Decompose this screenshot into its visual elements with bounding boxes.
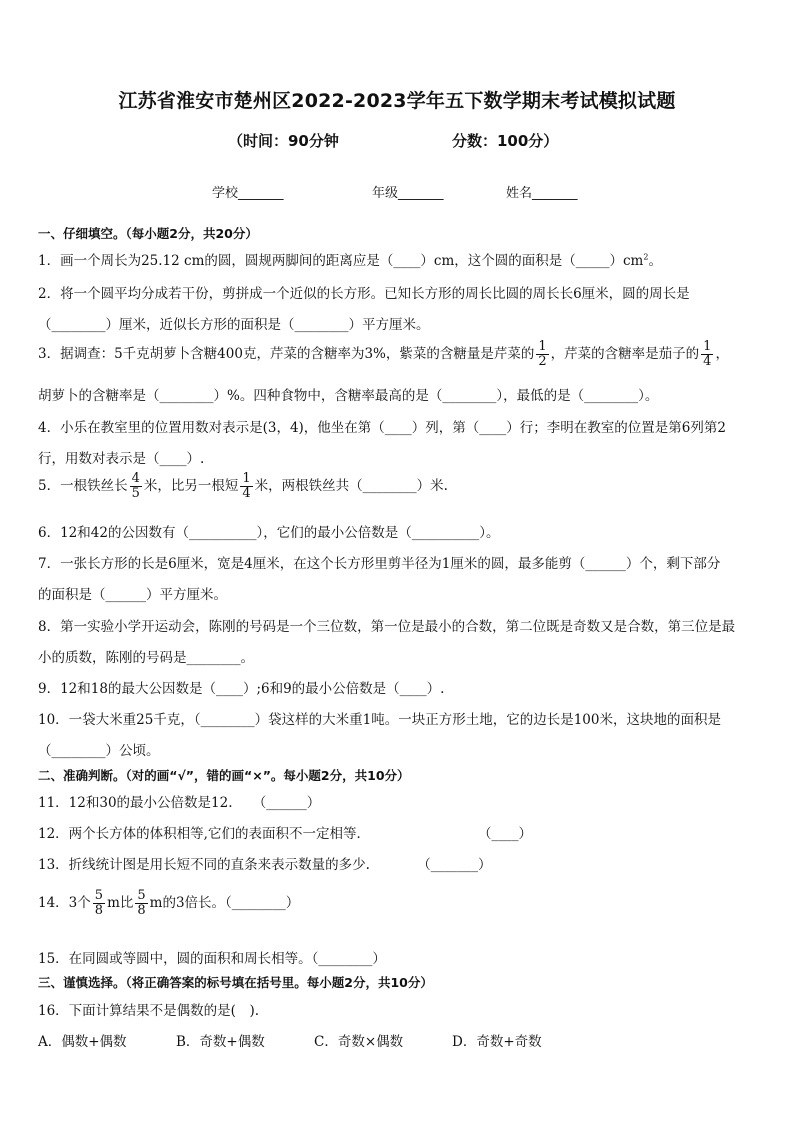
exam-time: （时间：90分钟 — [228, 132, 339, 150]
question-7-line-1: 7．一张长方形的长是6厘米，宽是4厘米，在这个长方形里剪半径为1厘米的圆，最多能剪（______）个，剩下部分 — [38, 556, 721, 572]
question-5-text: 5．一根铁丝长 — [38, 478, 128, 494]
fraction — [701, 340, 713, 369]
numerator: 5 — [137, 888, 146, 903]
numerator: 1 — [703, 339, 712, 354]
denominator: 8 — [94, 903, 104, 918]
question-12: 12．两个长方体的体积相等,它们的表面积不一定相等． （____） — [38, 826, 532, 842]
question-3-text-2: ，芹菜的含糖率是茄子的 — [550, 346, 700, 362]
question-4-line-2: 行，用数对表示是（____）. — [38, 451, 205, 467]
denominator: 5 — [131, 486, 140, 501]
denominator: 2 — [538, 354, 547, 369]
question-14-text-2: m比 — [107, 895, 134, 911]
question-4-line-1: 4．小乐在教室里的位置用数对表示是(3，4)，他坐在第（____）列，第（____）行；李明在教室的位置是第6列第2 — [38, 420, 726, 436]
school-field[interactable]: 学校_______ — [212, 186, 284, 201]
grade-field[interactable]: 年级_______ — [372, 186, 444, 201]
fraction — [536, 340, 548, 369]
question-3-line-1 — [38, 340, 729, 369]
question-5-text-2: 米，比另一根短 — [143, 478, 239, 494]
name-field[interactable]: 姓名_______ — [506, 186, 578, 201]
question-15: 15．在同圆或等圆中，圆的面积和周长相等。（________） — [38, 951, 386, 967]
question-14-text-3: m的3倍长。（________） — [149, 895, 300, 911]
fraction — [93, 889, 105, 918]
question-1 — [38, 249, 662, 269]
section-heading-fill-in: 一、仔细填空。（每小题2分，共20分） — [38, 226, 258, 241]
question-3-comma: ， — [715, 346, 729, 362]
option-d[interactable]: D．奇数+奇数 — [452, 1034, 542, 1050]
question-8-line-2: 小的质数，陈刚的号码是________。 — [38, 650, 254, 666]
section-heading-choice: 三、谨慎选择。（将正确答案的标号填在括号里。每小题2分，共10分） — [38, 975, 433, 990]
page-title: 江苏省淮安市楚州区2022-2023学年五下数学期末考试模拟试题 — [118, 90, 676, 112]
fraction — [130, 472, 142, 501]
question-2-line-2: （________）厘米，近似长方形的面积是（________）平方厘米。 — [38, 317, 430, 333]
question-2-line-1: 2．将一个圆平均分成若干份，剪拼成一个近似的长方形。已知长方形的周长比圆的周长长6厘米，圆的周长是 — [38, 286, 690, 302]
option-c[interactable]: C．奇数×偶数 — [314, 1034, 404, 1050]
numerator: 5 — [94, 888, 104, 903]
numerator: 1 — [538, 339, 547, 354]
option-a[interactable]: A．偶数+偶数 — [38, 1034, 127, 1050]
question-14 — [38, 889, 299, 918]
question-11: 11．12和30的最小公倍数是12. （______） — [38, 795, 321, 811]
denominator: 4 — [242, 486, 251, 501]
section-heading-judge: 二、准确判断。（对的画“√”，错的画“×”。每小题2分，共10分） — [38, 768, 410, 783]
question-9: 9．12和18的最大公因数是（____）;6和9的最小公倍数是（____）. — [38, 681, 445, 697]
fraction — [240, 472, 252, 501]
question-10-line-1: 10．一袋大米重25千克，（________）袋这样的大米重1吨。一块正方形土地，它的边长是100米，这块地的面积是 — [38, 712, 721, 728]
exam-score: 分数：100分） — [452, 132, 559, 150]
fraction — [135, 889, 147, 918]
question-6: 6．12和42的公因数有（__________），它们的最小公倍数是（__________）。 — [38, 525, 500, 541]
numerator: 1 — [242, 471, 251, 486]
numerator: 4 — [131, 471, 140, 486]
question-10-line-2: （________）公顷。 — [38, 743, 160, 759]
superscript: 2 — [643, 252, 649, 262]
question-8-line-1: 8．第一实验小学开运动会，陈刚的号码是一个三位数，第一位是最小的合数，第二位既是奇数又是合数，第三位是最 — [38, 619, 736, 635]
question-5-text-3: 米，两根铁丝共（________）米. — [254, 478, 448, 494]
denominator: 8 — [137, 903, 146, 918]
question-14-text: 14．3个 — [38, 895, 91, 911]
question-3-text: 3．据调查：5千克胡萝卜含糖400克，芹菜的含糖率为3%，紫菜的含糖量是芹菜的 — [38, 346, 535, 362]
option-b[interactable]: B．奇数+偶数 — [176, 1034, 265, 1050]
question-5 — [38, 472, 448, 501]
question-1-end: 。 — [648, 253, 662, 269]
question-13: 13．折线统计图是用长短不同的直条来表示数量的多少. （_______） — [38, 857, 492, 873]
question-1-text: 1．画一个周长为25.12 cm的圆，圆规两脚间的距离应是（____）cm，这个圆的面积是（_____）cm — [38, 253, 644, 269]
question-16: 16．下面计算结果不是偶数的是( ). — [38, 1003, 260, 1019]
question-3-line-2: 胡萝卜的含糖率是（________）%。四种食物中，含糖率最高的是（________），最低的是（________）。 — [38, 388, 659, 404]
question-7-line-2: 的面积是（______）平方厘米。 — [38, 587, 227, 603]
denominator: 4 — [703, 354, 712, 369]
